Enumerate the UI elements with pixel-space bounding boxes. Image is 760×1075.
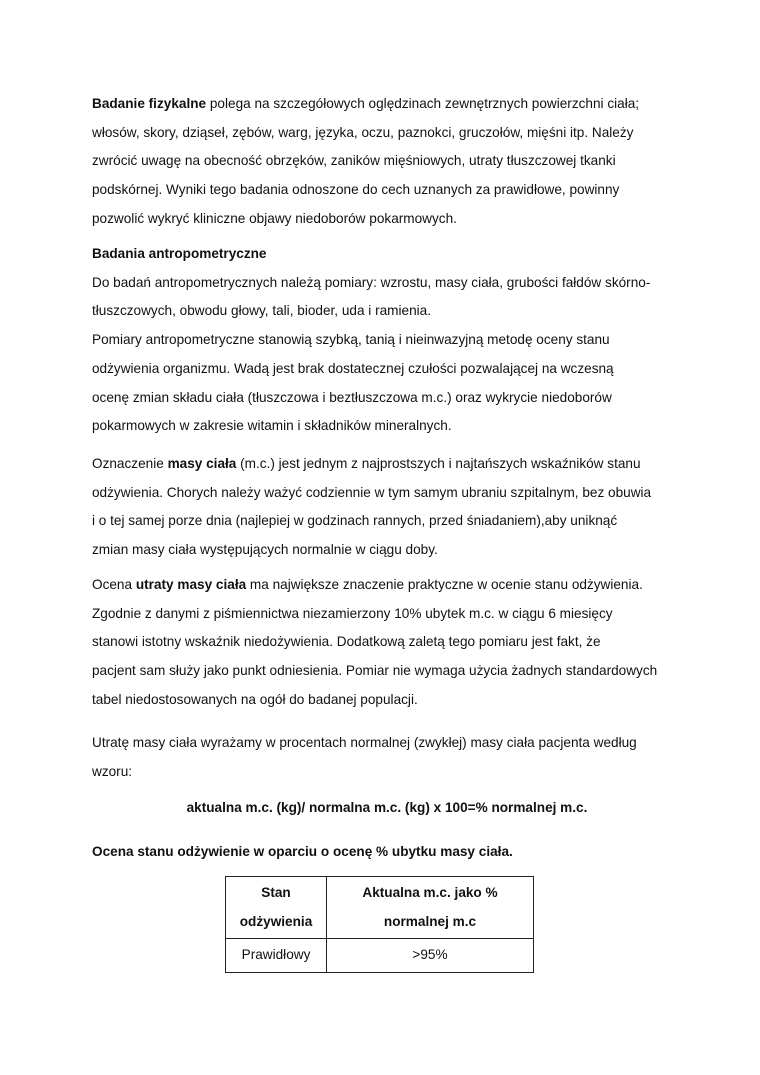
value-cell: >95% [327, 939, 534, 973]
formula-intro-paragraph: Utratę masy ciała wyrażamy w procentach normalnej (zwykłej) masy ciała pacjenta według wzoru: [92, 735, 637, 779]
table-header-row [226, 877, 534, 939]
anthropometric-section: Badania antropometryczne Do badań antropometrycznych należą pomiary: wzrostu, masy ciała, grubości fałdów skórno- tłuszczowych, obwodu głowy, tali, bioder, uda i ramienia. Pomiary antropometryczne stanowią szybką, tanią i nieinwazyjną metodę oceny stanu odżywienia organizmu. Wadą jest brak dostatecznej czułości pozwalającej na wczesną ocenę zmian składu ciała (tłuszczowa i beztłuszczowa m.c.) oraz wykrycie niedoborów pokarmowych w zakresie witamin i składników mineralnych. [92, 246, 651, 434]
header-state-cell: Stan odżywienia [226, 877, 327, 939]
nutrition-status-table [225, 876, 534, 973]
table-caption: Ocena stanu odżywienie w oparciu o ocenę % ubytku masy ciała. [92, 844, 513, 859]
formula: aktualna m.c. (kg)/ normalna m.c. (kg) x 100=% normalnej m.c. [186, 800, 588, 815]
physical-exam-paragraph: Badanie fizykalne polega na szczegółowych oględzinach zewnętrznych powierzchni ciała; włosów, skory, dziąseł, zębów, warg, języka, oczu, paznokci, gruczołów, mięśni itp. Należy zwrócić uwagę na obecność obrzęków, zaników mięśniowych, utraty tłuszczowej tkanki podskórnej. Wyniki tego badania odnoszone do cech uznanych za prawidłowe, powinny pozwolić wykryć kliniczne objawy niedoborów pokarmowych. [92, 96, 640, 226]
body-mass-term: masy ciała [167, 456, 237, 471]
table-row [226, 939, 534, 973]
header-value-cell: Aktualna m.c. jako % normalnej m.c [327, 877, 534, 939]
weight-loss-term: utraty masy ciała [135, 577, 247, 592]
body-mass-paragraph: Oznaczenie masy ciała (m.c.) jest jednym z najprostszych i najtańszych wskaźników stanu odżywienia. Chorych należy ważyć codziennie w tym samym ubraniu szpitalnym, bez obuwia i o tej samej porze dnia (najlepiej w godzinach rannych, przed śniadaniem),aby uniknąć zmian masy ciała występujących normalnie w ciągu doby. [92, 456, 652, 558]
state-cell: Prawidłowy [226, 939, 327, 973]
physical-exam-term: Badanie fizykalne [92, 96, 207, 111]
weight-loss-paragraph: Ocena utraty masy ciała ma największe znaczenie praktyczne w ocenie stanu odżywienia. Zgodnie z danymi z piśmiennictwa niezamierzony 10% ubytek m.c. w ciągu 6 miesięcy stanowi istotny wskaźnik niedożywienia. Dodatkową zaletą tego pomiaru jest fakt, że pacjent sam służy jako punkt odniesienia. Pomiar nie wymaga użycia żadnych standardowych tabel niedostosowanych na ogół do badanej populacji. [92, 577, 658, 707]
anthropometric-heading: Badania antropometryczne [92, 246, 267, 261]
